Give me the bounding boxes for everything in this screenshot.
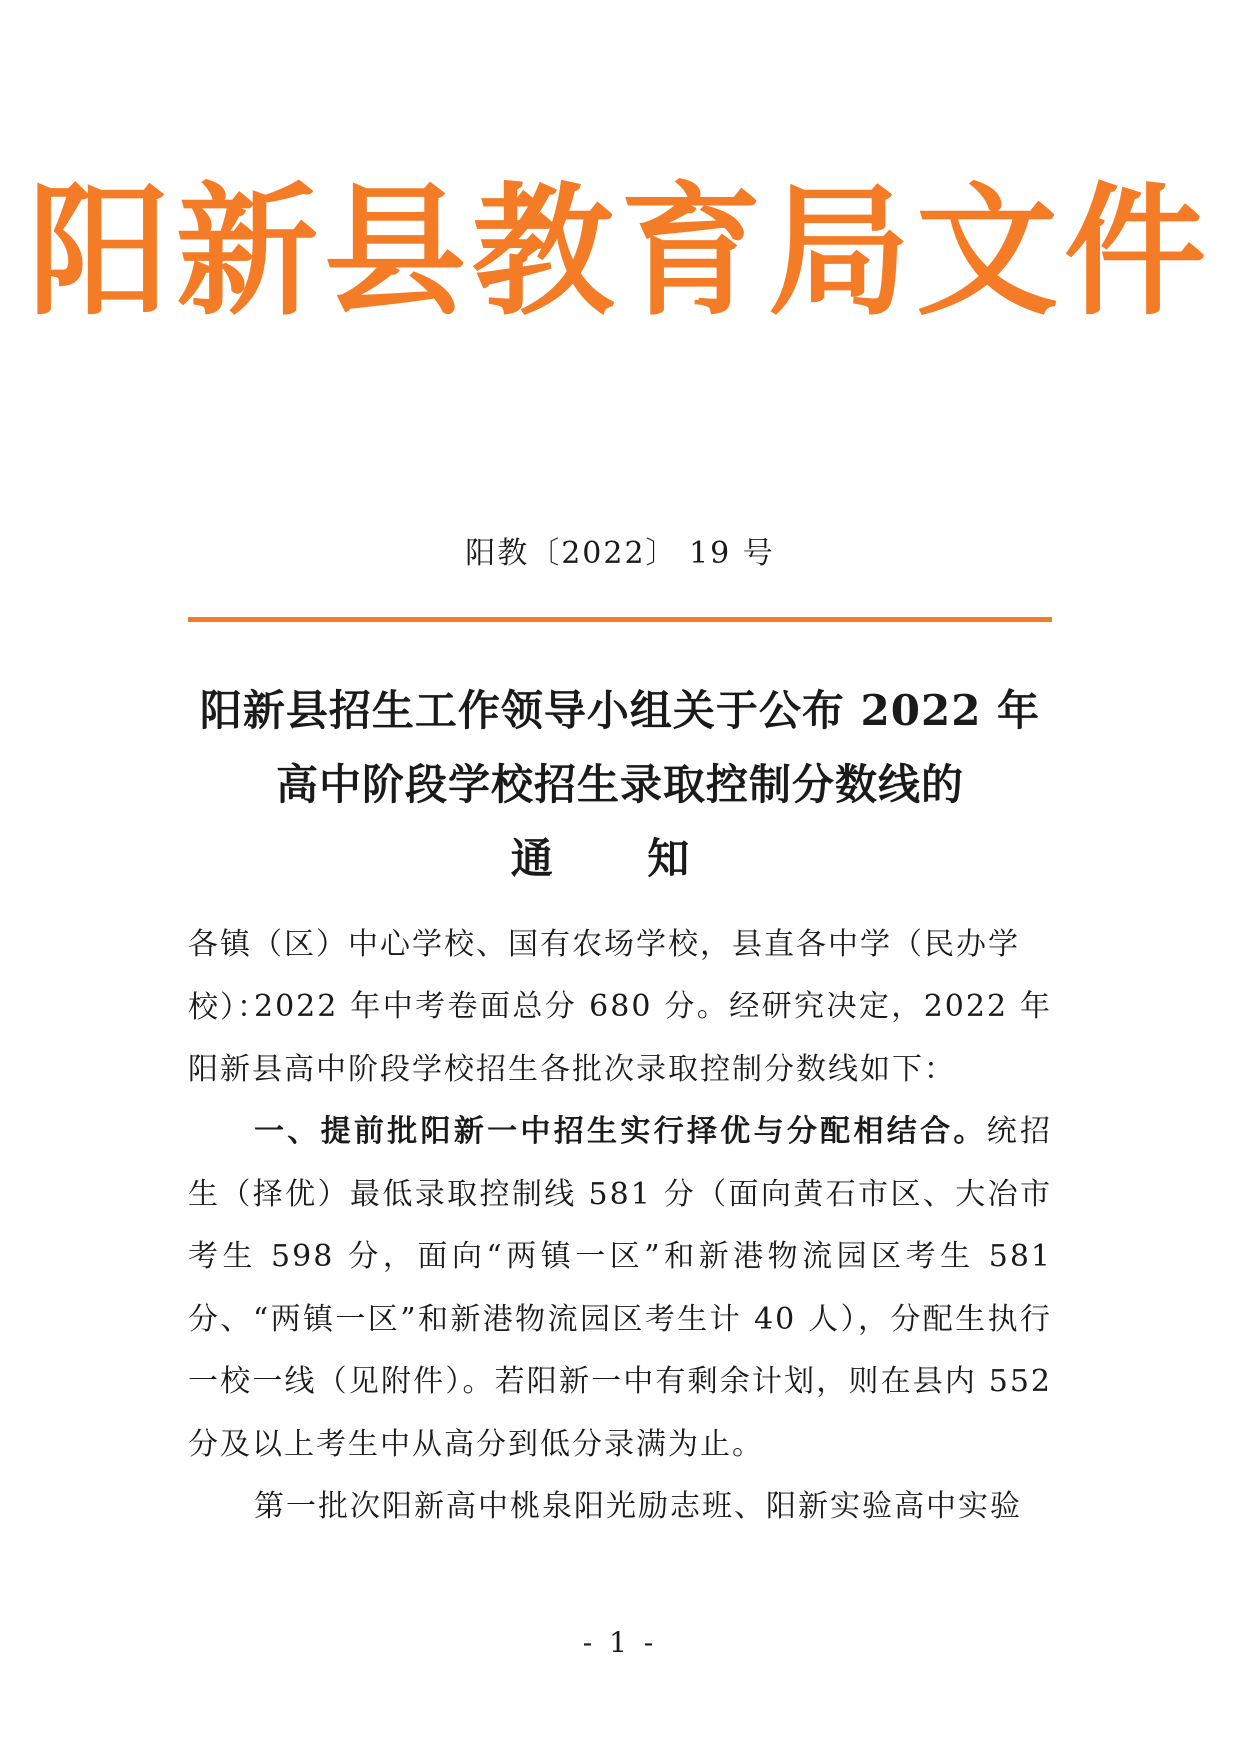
document-number: 阳教〔2022〕 19 号 (465, 536, 775, 571)
header-divider (188, 617, 1052, 622)
addressee: 各镇（区）中心学校、国有农场学校，县直各中学（民办学校）： (188, 927, 1020, 1025)
issuer-title: 阳新县教育局文件 (28, 170, 1212, 335)
paragraph-heading: 一、提前批阳新一中招生实行择优与分配相结合。 (254, 1114, 987, 1149)
paragraph-early-batch (188, 1101, 1052, 1476)
notice-title-line-3: 通 知 (510, 834, 730, 883)
notice-title-line-1: 阳新县招生工作领导小组关于公布 2022 年 (199, 686, 1041, 735)
page-number: - 1 - (582, 1626, 658, 1659)
notice-title-line-2: 高中阶段学校招生录取控制分数线的 (275, 760, 964, 809)
paragraph-first-batch: 第一批次阳新高中桃泉阳光励志班、阳新实验高中实验 (254, 1489, 1022, 1524)
paragraph-intro: 2022 年中考卷面总分 680 分。经研究决定，2022 年阳新县高中阶段学校招生各批次录取控制分数线如下： (188, 989, 1052, 1087)
paragraph-early-batch-text: 统招生（择优）最低录取控制线 581 分（面向黄石市区、大冶市考生 598 分，面向“两镇一区”和新港物流园区考生 581 分、“两镇一区”和新港物流园区考生计 40 人），分配生执行一校一线（见附件）。若阳新一中有剩余计划，则在县内 552 分及以上考生中从高分到低分录满为止。 (188, 1114, 1053, 1462)
